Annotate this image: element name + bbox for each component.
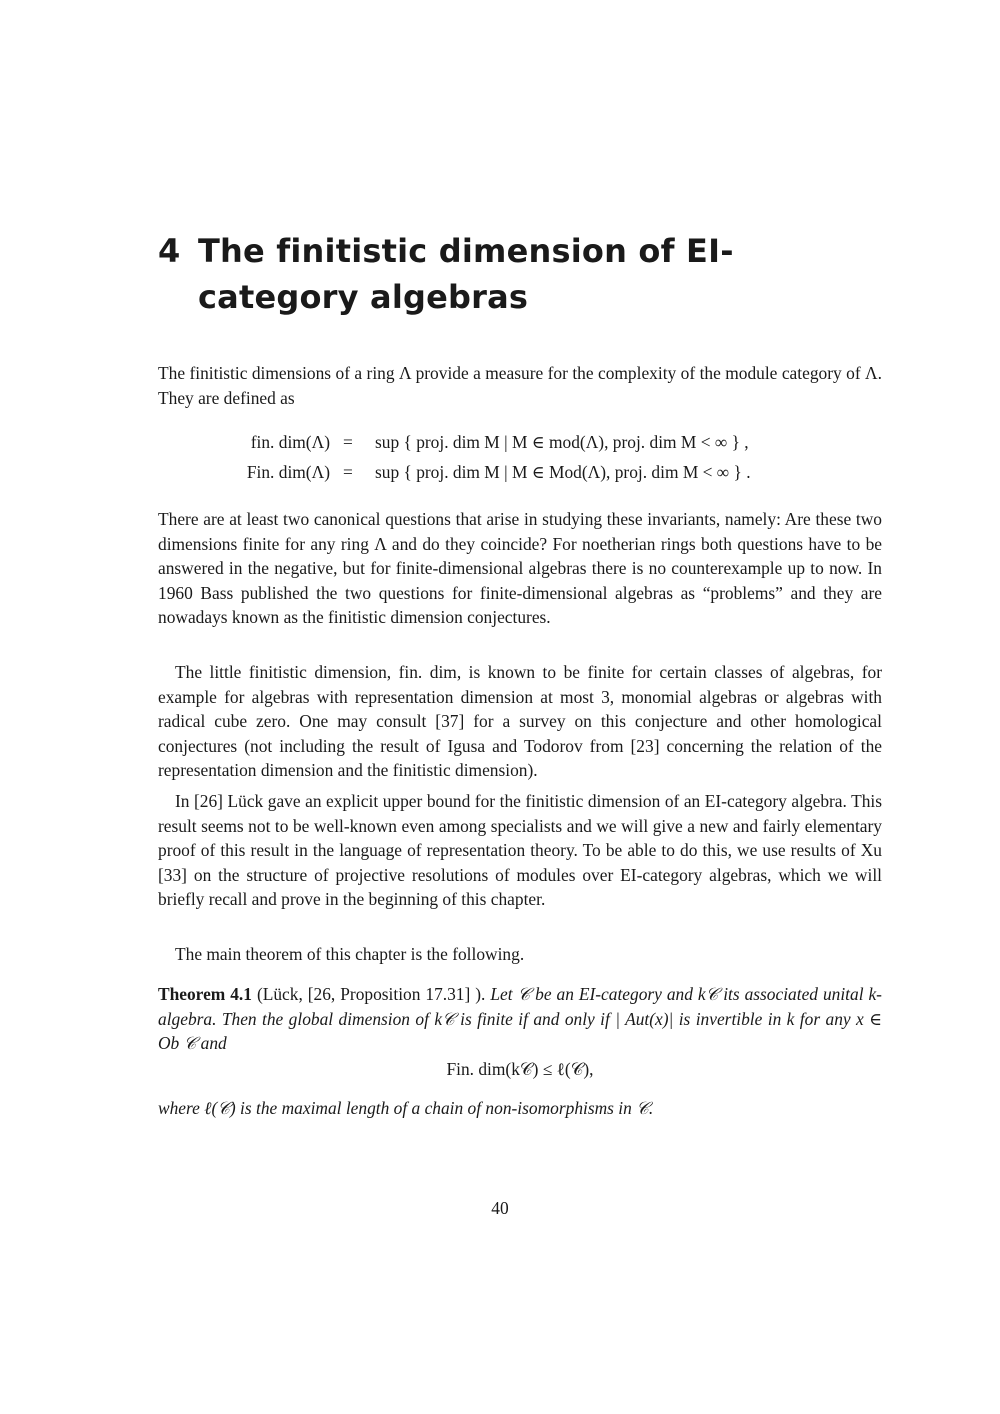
body-paragraph: The main theorem of this chapter is the following. — [175, 944, 525, 964]
chapter-number: 4 — [158, 232, 181, 270]
body-paragraph: In [26] Lück gave an explicit upper bound for the finitistic dimension of an EI-category algebra. This result seems not to be well-known even among specialists and we will give a new and fairly elementary proof of this result in the language of representation theory. To be able to do this, we use results of Xu [33] on the structure of projective resolutions of modules over EI-category algebras, which we will briefly recall and prove in the beginning of this chapter. — [158, 791, 882, 910]
theorem-display-equation: Fin. dim(k𝒞) ≤ ℓ(𝒞), — [446, 1059, 594, 1079]
equation-rhs: sup { proj. dim M | M ∈ Mod(Λ), proj. dim M < ∞ } . — [375, 462, 751, 482]
equation-rhs: sup { proj. dim M | M ∈ mod(Λ), proj. dim M < ∞ } , — [375, 432, 749, 452]
theorem-statement: Let 𝒞 be an EI-category and k𝒞 its associated unital k-algebra. Then the global dimension of k𝒞 is finite if and only if | Aut(x)| is invertible in k for any x ∈ Ob 𝒞 and — [158, 984, 882, 1054]
equation-operator: = — [343, 462, 353, 482]
chapter-title: The finitistic dimension of EI-category algebras — [198, 232, 734, 316]
equation-lhs: Fin. dim(Λ) — [246, 462, 330, 482]
theorem-continuation: where ℓ(𝒞) is the maximal length of a chain of non-isomorphisms in 𝒞. — [158, 1098, 654, 1118]
page-number: 40 — [491, 1198, 509, 1218]
intro-paragraph: The finitistic dimensions of a ring Λ provide a measure for the complexity of the module category of Λ. They are defined as — [158, 363, 882, 408]
theorem-attribution: (Lück, [26, Proposition 17.31] ). — [256, 984, 486, 1004]
theorem-block — [158, 982, 882, 1056]
body-paragraph: There are at least two canonical questions that arise in studying these invariants, namely: Are these two dimensions finite for any ring Λ and do they coincide? For noetherian rings both questions have to be answered in the negative, but for finite-dimensional algebras there is no counterexample up to now. In 1960 Bass published the two questions for finite-dimensional algebras as “problems” and they are nowadays known as the finitistic dimension conjectures. — [158, 509, 882, 628]
equation-lhs: fin. dim(Λ) — [250, 432, 330, 452]
body-paragraph: The little finitistic dimension, fin. dim, is known to be finite for certain classes of algebras, for example for algebras with representation dimension at most 3, monomial algebras or algebras with radical cube zero. One may consult [37] for a survey on this conjecture and other homological conjectures (not including the result of Igusa and Todorov from [23] concerning the relation of the representation dimension and the finitistic dimension). — [158, 662, 882, 781]
equation-operator: = — [343, 432, 353, 452]
theorem-label: Theorem 4.1 — [158, 984, 252, 1004]
